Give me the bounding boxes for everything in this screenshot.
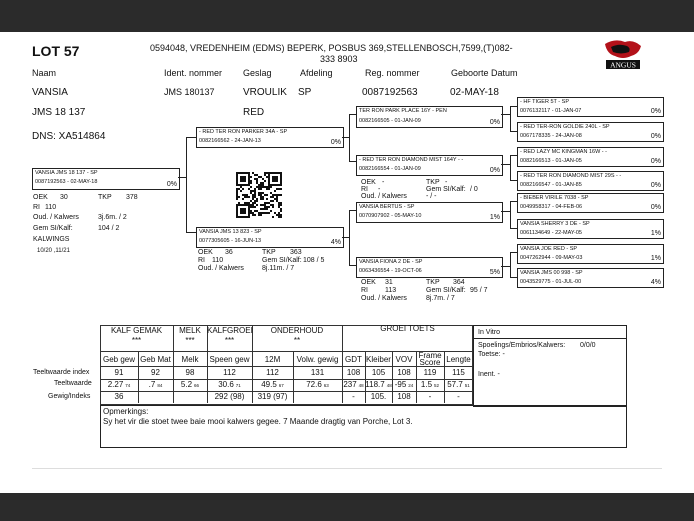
group-groei-toets: GROEI TOETS — [380, 324, 435, 333]
col-header: Geb gew — [102, 355, 136, 364]
ggp-box-7 — [517, 244, 664, 264]
connector-sire-h — [186, 137, 196, 138]
gp2-oek: - — [382, 179, 385, 186]
connector-ggp-a — [510, 106, 511, 131]
angus-logo — [601, 38, 645, 72]
gp4-oek-label: OEK — [361, 279, 376, 286]
remarks-box — [100, 405, 627, 448]
subject-name: VANSIA JMS 18 137 - SP — [35, 170, 98, 176]
gp3-name: VANSIA BERTUS - SP — [359, 204, 415, 210]
gp2-ri-label: RI — [361, 186, 368, 193]
footer-rule — [32, 468, 662, 469]
gp4-gem: 95 / 7 — [470, 287, 488, 294]
lot-number: LOT 57 — [32, 43, 80, 59]
subject-calving-dates: 10/20 ,11/21 — [37, 248, 70, 254]
teeltwaarde-accuracy: 51 — [464, 383, 470, 388]
index-cell: 108 — [346, 368, 361, 377]
index-cell: 92 — [151, 368, 160, 377]
ggp6-name: VANSIA SHERRY 3 DE - SP — [520, 221, 590, 227]
connector-ggp2 — [510, 131, 517, 132]
bottom-dark-band — [0, 493, 694, 521]
ggp-box-3 — [517, 147, 664, 167]
svg-text:ANGUS: ANGUS — [610, 60, 636, 70]
subject-ri: 110 — [45, 204, 57, 211]
gewig-cell: 36 — [114, 392, 124, 401]
ggp-box-4 — [517, 171, 664, 191]
animal-dns: DNS: XA514864 — [32, 131, 106, 142]
gp2-reg: 0082166554 - 01-JAN-09 — [359, 166, 421, 172]
animal-birth: 02-MAY-18 — [450, 87, 499, 98]
subject-oek: 30 — [60, 194, 68, 201]
teeltwaarde-accuracy: 52 — [434, 383, 440, 388]
connector-sire-out — [342, 137, 349, 138]
teeltwaarde-value: 5.2 — [180, 380, 193, 389]
ggp4-name: - RED TER RON DIAMOND MIST 29S - - — [520, 173, 622, 179]
teeltwaarde-cell — [138, 381, 173, 389]
stars-onderhoud: ** — [293, 336, 301, 345]
gp4-oek: 31 — [385, 279, 393, 286]
top-dark-band — [0, 0, 694, 32]
col-header: Speen gew — [209, 355, 250, 364]
gp-box-4 — [356, 257, 503, 278]
dam-ri: 110 — [212, 257, 224, 264]
stars-kalf-gemak: *** — [131, 336, 142, 345]
index-cell: 91 — [114, 368, 124, 377]
row-label-index: Teeltwaarde index — [33, 369, 90, 376]
connector-sire — [349, 114, 350, 161]
teeltwaarde-cell — [416, 381, 444, 389]
ggp3-reg: 0082166513 - 01-JAN-05 — [520, 158, 582, 164]
gp4-gem-label: Gem SI/Kalf: — [426, 287, 466, 294]
gp2-gem: / 0 — [470, 186, 478, 193]
ggp-box-2 — [517, 122, 664, 142]
owner-line-2: 333 8903 — [320, 54, 358, 64]
ggp-box-8 — [517, 268, 664, 288]
gp4-oud: 8j.7m. / 7 — [426, 295, 455, 302]
gp2-ri: - — [378, 186, 381, 193]
label-sex: Geslag — [243, 68, 272, 78]
ggp2-reg: 0067178335 - 24-JAN-08 — [520, 133, 582, 139]
connector-gp2 — [349, 161, 356, 162]
dam-gem-label: Gem SI/Kalf: — [262, 257, 302, 264]
col-header: Geb Mat — [140, 355, 171, 364]
teeltwaarde-cell — [173, 381, 207, 389]
connector-gp3 — [349, 210, 356, 211]
gp4-name: VANSIA FIONA 2 DE - SP — [359, 259, 423, 265]
dam-oud: 8j.11m. / 7 — [262, 265, 295, 272]
gewig-cell: - — [352, 392, 355, 401]
dam-oek: 36 — [225, 249, 233, 256]
connector-subject-h — [178, 177, 186, 178]
connector-gp1 — [349, 114, 356, 115]
connector-dam-out — [342, 237, 349, 238]
gp2-oud: - / - — [426, 193, 437, 200]
connector-ggp6 — [510, 228, 517, 229]
teeltwaarde-cell — [342, 381, 365, 389]
index-cell: 131 — [310, 368, 325, 377]
dam-gem: 108 / 5 — [303, 257, 325, 264]
connector-ggp-b — [510, 155, 511, 180]
subject-ri-label: RI — [33, 204, 40, 211]
index-cell: 98 — [185, 368, 195, 377]
ggp1-pct: 0% — [650, 108, 661, 115]
index-cell: 105 — [371, 368, 386, 377]
toetse-label: Toetse: - — [478, 351, 505, 358]
connector-ggp-b-in — [501, 164, 510, 165]
gp1-reg: 0082166505 - 01-JAN-09 — [359, 118, 421, 124]
animal-sex: VROULIK — [243, 87, 287, 98]
label-birth: Geboorte Datum — [451, 68, 518, 78]
teeltwaarde-value: 237 — [343, 380, 357, 389]
gewig-cell: 319 (97) — [257, 392, 288, 401]
ggp4-pct: 0% — [650, 182, 661, 189]
gewig-cell: 105. — [370, 392, 387, 401]
connector-ggp-c-in — [501, 211, 510, 212]
teeltwaarde-cell — [365, 381, 392, 389]
subject-pct: 0% — [166, 181, 177, 188]
dam-oek-label: OEK — [198, 249, 213, 256]
gp4-tkp-label: TKP — [426, 279, 440, 286]
subject-reg: 0087192563 - 02-MAY-18 — [35, 179, 98, 185]
spoelings-label: Spoelings/Embrios/Kalwers: — [478, 342, 566, 349]
stars-melk: *** — [185, 336, 195, 345]
label-division: Afdeling — [300, 68, 333, 78]
subject-oud: 3j.6m. / 2 — [98, 214, 127, 221]
growth-row-line-2 — [100, 379, 473, 380]
col-header: Volw. gewig — [296, 355, 339, 364]
subject-tkp: 378 — [126, 194, 138, 201]
remarks-title: Opmerkings: — [103, 407, 149, 416]
ggp3-pct: 0% — [650, 158, 661, 165]
teeltwaarde-cell — [293, 381, 342, 389]
growth-col-line-6 — [342, 325, 343, 403]
teeltwaarde-value: -95 — [394, 380, 407, 389]
connector-ggp7 — [510, 252, 517, 253]
ggp-box-5 — [517, 193, 664, 213]
index-cell: 112 — [266, 368, 279, 377]
ggp1-reg: 0076132117 - 01-JAN-07 — [520, 108, 582, 114]
spoelings-value: 0/0/0 — [580, 342, 596, 349]
teeltwaarde-value: 49.5 — [261, 380, 277, 389]
remarks-text: Sy het vir die stoet twee baie mooi kalwers gegee. 7 Maande dragtig van Porche, Lot 3. — [103, 417, 413, 426]
gp2-tkp-label: TKP — [426, 179, 440, 186]
ggp2-pct: 0% — [650, 133, 661, 140]
gp2-tkp: - — [445, 179, 448, 186]
ggp5-name: - BIEBER VIRILE 7038 - SP — [520, 195, 589, 201]
ggp3-name: - RED LAZY MC KINGMAN 16W - - — [520, 149, 607, 155]
animal-tattoo: JMS 18 137 — [32, 107, 86, 118]
ggp-box-6 — [517, 219, 664, 239]
col-header: VOV — [395, 355, 413, 364]
gp4-reg: 0063436554 - 19-OCT-06 — [359, 268, 422, 274]
sire-reg: 0082166562 - 24-JAN-13 — [199, 138, 261, 144]
index-cell: 108 — [397, 368, 411, 377]
gp4-oud-label: Oud. / Kalwers — [361, 295, 407, 302]
subject-oud-label: Oud. / Kalwers — [33, 214, 79, 221]
sire-box — [196, 127, 344, 148]
ggp7-reg: 0047262944 - 09-MAY-03 — [520, 255, 583, 261]
label-reg: Reg. nommer — [365, 68, 420, 78]
animal-division: SP — [298, 87, 312, 98]
connector-subject — [186, 137, 187, 232]
gp2-oud-label: Oud. / Kalwers — [361, 193, 407, 200]
teeltwaarde-value: 2.27 — [107, 380, 124, 389]
ggp2-name: - RED TER-RON GOLDIE 240L - SP — [520, 124, 610, 130]
connector-dam — [349, 210, 350, 265]
teeltwaarde-cell — [444, 381, 473, 389]
gewig-cell: 292 (98) — [214, 392, 245, 401]
subject-tkp-label: TKP — [98, 194, 112, 201]
group-kalf-gemak: KALF GEMAK — [110, 326, 163, 335]
gp4-pct: 5% — [489, 269, 500, 276]
ggp6-reg: 0061134649 - 22-MAY-05 — [520, 230, 582, 236]
group-kalfgroei: KALFGROEI — [207, 326, 253, 335]
dam-pct: 4% — [330, 239, 341, 246]
gp4-ri: 113 — [385, 287, 397, 294]
teeltwaarde-accuracy: 24 — [408, 383, 414, 388]
group-melk: MELK — [179, 326, 201, 335]
ggp6-pct: 1% — [650, 230, 661, 237]
index-cell: 112 — [223, 368, 236, 377]
teeltwaarde-accuracy: 48 — [386, 383, 392, 388]
ggp7-name: VANSIA JOE RED - SP — [520, 246, 578, 252]
col-header: 12M — [264, 355, 281, 364]
connector-ggp3 — [510, 155, 517, 156]
ggp8-reg: 0043529775 - 01-JUL-00 — [520, 279, 582, 285]
in-vitro-panel — [473, 325, 627, 407]
ggp8-name: VANSIA JMS 00 998 - SP — [520, 270, 583, 276]
connector-ggp-a-in — [501, 114, 510, 115]
col-header: Lengte — [446, 355, 471, 364]
gp1-name: TER RON PARK PLACE 16Y - PEN — [359, 108, 447, 114]
row-label-teeltwaarde: Teeltwaarde — [54, 380, 92, 387]
gp3-reg: 0070907902 - 05-MAY-10 — [359, 213, 422, 219]
dam-reg: 0077305605 - 16-JUN-13 — [199, 238, 262, 244]
dam-ri-label: RI — [198, 257, 205, 264]
teeltwaarde-accuracy: 63 — [323, 383, 329, 388]
dam-tkp-label: TKP — [262, 249, 276, 256]
gp2-name: - RED TER RON DIAMOND MIST 164Y - - — [359, 157, 464, 163]
ggp7-pct: 1% — [650, 255, 661, 262]
animal-color: RED — [243, 107, 265, 118]
teeltwaarde-accuracy: 67 — [278, 383, 284, 388]
col-header: GDT — [345, 355, 362, 364]
gp2-oek-label: OEK — [361, 179, 376, 186]
teeltwaarde-cell — [207, 381, 252, 389]
connector-ggp4 — [510, 180, 517, 181]
animal-reg: 0087192563 — [362, 87, 418, 98]
label-ident: Ident. nommer — [164, 68, 223, 78]
gewig-cell: 108 — [397, 392, 411, 401]
teeltwaarde-accuracy: 84 — [157, 383, 163, 388]
gp-box-1 — [356, 106, 503, 128]
in-vitro-title: In Vitro — [478, 329, 501, 336]
subject-kalwings: KALWINGS — [33, 236, 70, 243]
dam-name: VANSIA JMS 13 823 - SP — [199, 229, 262, 235]
owner-line-1: 0594048, VREDENHEIM (EDMS) BEPERK, POSBUS 369,STELLENBOSCH,7599,(T)082- — [150, 43, 513, 53]
connector-ggp-c — [510, 201, 511, 228]
animal-ident: JMS 180137 — [164, 87, 215, 97]
gp1-pct: 0% — [489, 119, 500, 126]
subject-gem: 104 / 2 — [98, 225, 120, 232]
animal-name: VANSIA — [32, 87, 68, 98]
teeltwaarde-accuracy: 74 — [125, 383, 131, 388]
index-cell: 115 — [452, 368, 465, 377]
teeltwaarde-accuracy: 71 — [235, 383, 241, 388]
index-cell: 119 — [423, 368, 437, 377]
gp2-pct: 0% — [489, 167, 500, 174]
teeltwaarde-value: 118.7 — [365, 380, 385, 389]
ggp5-reg: 0049958317 - 04-FEB-06 — [520, 204, 583, 210]
subject-gem-label: Gem SI/Kalf: — [33, 225, 73, 232]
ggp5-pct: 0% — [650, 204, 661, 211]
connector-ggp-d — [510, 252, 511, 277]
teeltwaarde-cell — [392, 381, 416, 389]
teeltwaarde-accuracy: 48 — [358, 383, 364, 388]
ggp1-name: - HF TIGER 5T - SP — [520, 99, 569, 105]
sire-name: - RED TER RON PARKER 34A - SP — [199, 129, 288, 135]
gewig-cell: - — [428, 392, 432, 401]
connector-gp4 — [349, 265, 356, 266]
connector-ggp1 — [510, 106, 517, 107]
teeltwaarde-cell — [100, 381, 138, 389]
teeltwaarde-value: 1.5 — [420, 380, 433, 389]
teeltwaarde-accuracy: 66 — [194, 383, 200, 388]
gp3-pct: 1% — [489, 214, 500, 221]
group-onderhoud: ONDERHOUD — [270, 326, 324, 335]
gewig-cell: - — [457, 392, 460, 401]
subject-pedigree-box — [32, 168, 180, 190]
connector-ggp8 — [510, 277, 517, 278]
stars-kalfgroei: *** — [224, 336, 235, 345]
teeltwaarde-cell — [252, 381, 293, 389]
gp-box-3 — [356, 202, 503, 223]
in-vitro-divider — [474, 338, 626, 339]
col-header: Kleiber — [366, 355, 391, 364]
gp4-ri-label: RI — [361, 287, 368, 294]
inent-label: Inent. - — [478, 371, 500, 378]
sire-pct: 0% — [330, 139, 341, 146]
col-header: Melk — [181, 355, 199, 364]
gp2-gem-label: Gem SI/Kalf: — [426, 186, 466, 193]
gp4-tkp: 364 — [453, 279, 465, 286]
growth-table — [100, 325, 473, 405]
qr-code — [236, 172, 282, 218]
teeltwaarde-value: 72.6 — [306, 380, 322, 389]
row-label-gewig: Gewig/Indeks — [48, 393, 91, 400]
ggp8-pct: 4% — [650, 279, 661, 286]
teeltwaarde-value: 30.6 — [218, 380, 234, 389]
teeltwaarde-value: 57.7 — [447, 380, 463, 389]
connector-dam-h — [186, 232, 196, 233]
dam-tkp: 363 — [290, 249, 302, 256]
ggp-box-1 — [517, 97, 664, 117]
col-header: Frame Score — [418, 351, 442, 368]
teeltwaarde-value: .7 — [148, 380, 156, 389]
connector-ggp5 — [510, 201, 517, 202]
ggp4-reg: 0082166547 - 01-JAN-85 — [520, 182, 582, 188]
dam-box — [196, 227, 344, 248]
label-name: Naam — [32, 68, 57, 78]
dam-oud-label: Oud. / Kalwers — [198, 265, 244, 272]
connector-ggp-d-in — [501, 266, 510, 267]
subject-oek-label: OEK — [33, 194, 48, 201]
gp-box-2 — [356, 155, 503, 176]
